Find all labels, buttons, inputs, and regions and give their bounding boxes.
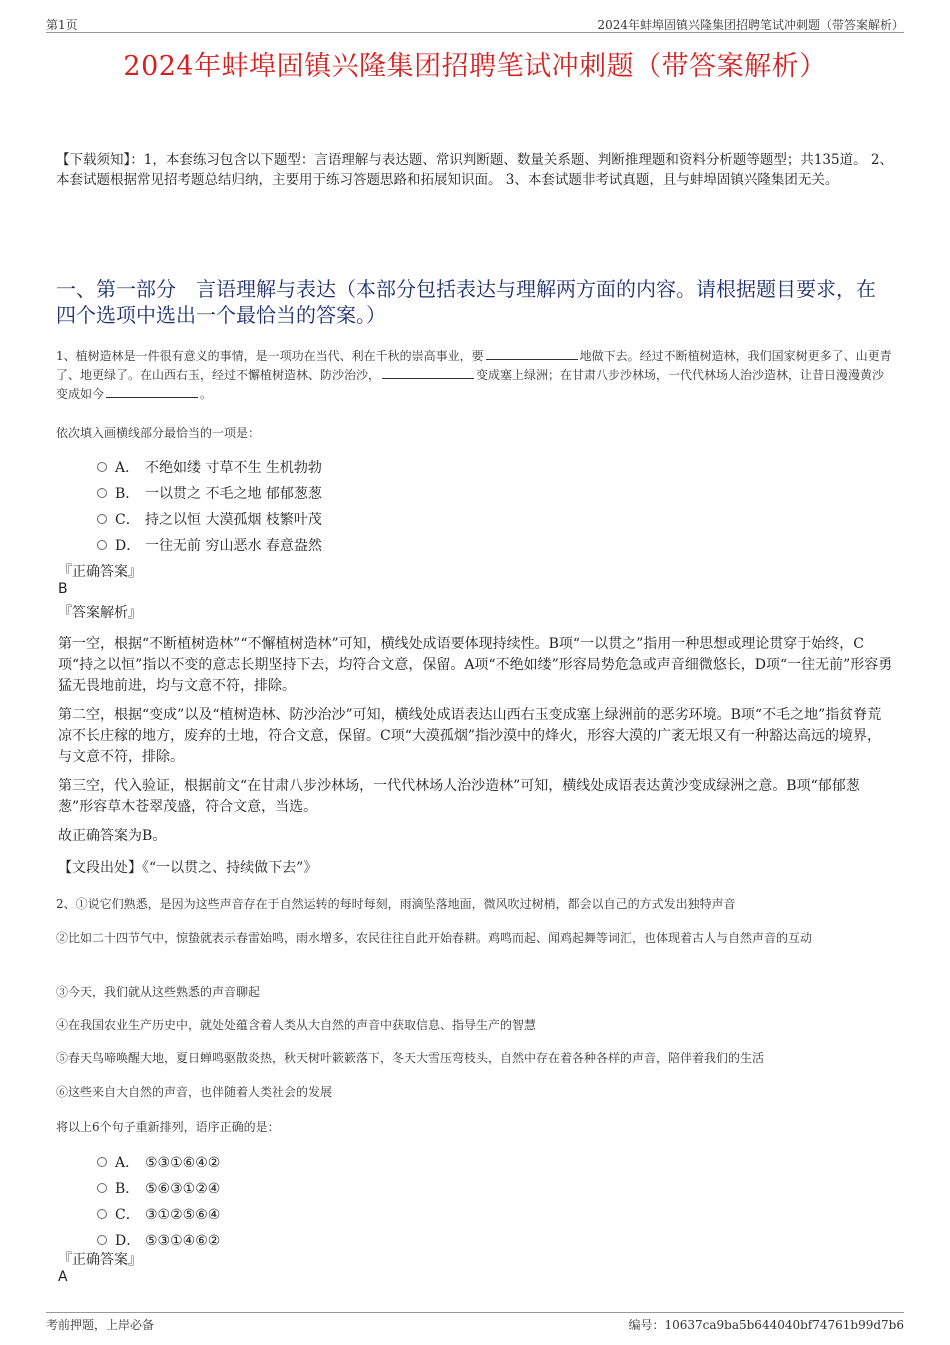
q2-sentence-2: ②比如二十四节气中，惊蛰就表示春雷始鸣，雨水增多，农民往往自此开始春耕。鸡鸣而起、闻鸡起舞等词汇，也体现着古人与自然声音的互动 [56,931,813,945]
radio-icon[interactable] [97,462,107,472]
q1-source: 【文段出处】《“一以贯之、持续做下去”》 [58,860,318,876]
radio-icon[interactable] [97,1157,107,1167]
q2-option-d[interactable]: D． ⑤③①④⑥② [97,1230,220,1250]
q2-sentence-5: ⑤春天鸟啼唤醒大地，夏日蝉鸣驱散炎热，秋天树叶簌簌落下，冬天大雪压弯枝头，自然中存在着各种各样的声音，陪伴着我们的生活 [56,1051,765,1065]
q1-option-a[interactable]: A． 不绝如缕 寸草不生 生机勃勃 [97,457,322,477]
q2-sentence-1: 2、①说它们熟悉，是因为这些声音存在于自然运转的每时每刻，雨滴坠落地面，微风吹过树梢，都会以自己的方式发出独特声音 [56,897,736,911]
section-title: 一、第一部分 言语理解与表达（本部分包括表达与理解两方面的内容。请根据题目要求，在四个选项中选出一个最恰当的答案。） [56,277,876,327]
q1-conclusion: 故正确答案为B。 [58,828,167,844]
page-footer [46,1312,904,1333]
radio-icon[interactable] [97,1183,107,1193]
q1-analysis-label: 『答案解析』 [58,605,142,621]
page-header [46,14,904,33]
q1-answer: B [58,581,68,597]
q1-analysis-paragraph: 第二空，根据“变成”以及“植树造林、防沙治沙”可知，横线处成语表达山西右玉变成塞上绿洲前的恶劣环境。B项“不毛之地”指贫脊荒凉不长庄稼的地方，废弃的土地，符合文意，保留。C项“大漠孤烟”指沙漠中的烽火，形容大漠的广袤无垠又有一种豁达高远的境界，与文意不符，排除。 [58,707,882,765]
fill-blank [106,385,198,398]
radio-icon[interactable] [97,1209,107,1219]
q2-option-b[interactable]: B． ⑤⑥③①②④ [97,1178,220,1198]
page-number: 第1页 [46,18,78,32]
q2-option-a[interactable]: A． ⑤③①⑥④② [97,1152,220,1172]
document-title: 2024年蚌埠固镇兴隆集团招聘笔试冲刺题（带答案解析） [123,51,827,82]
q2-option-c[interactable]: C． ③①②⑤⑥④ [97,1204,220,1224]
q1-analysis-paragraph: 第三空，代入验证，根据前文“在甘肃八步沙林场，一代代林场人治沙造林”可知，横线处成语表达黄沙变成绿洲之意。B项“郁郁葱葱”形容草木苍翠茂盛，符合文意，当选。 [58,778,860,815]
q1-answer-label: 『正确答案』 [58,564,142,580]
q2-sentence-4: ④在我国农业生产历史中，就处处蕴含着人类从大自然的声音中获取信息、指导生产的智慧 [56,1018,537,1032]
question-2-prompt: 将以上6个句子重新排列，语序正确的是： [56,1120,280,1134]
q1-option-c[interactable]: C． 持之以恒 大漠孤烟 枝繁叶茂 [97,509,322,529]
q2-answer: A [58,1269,68,1285]
question-1-prompt: 依次填入画横线部分最恰当的一项是： [56,426,261,440]
radio-icon[interactable] [97,514,107,524]
q1-option-b[interactable]: B． 一以贯之 不毛之地 郁郁葱葱 [97,483,322,503]
radio-icon[interactable] [97,1235,107,1245]
radio-icon[interactable] [97,488,107,498]
header-doc-title: 2024年蚌埠固镇兴隆集团招聘笔试冲刺题（带答案解析） [597,18,904,32]
q1-option-d[interactable]: D． 一往无前 穷山恶水 春意盎然 [97,535,322,555]
q2-sentence-6: ⑥这些来自大自然的声音，也伴随着人类社会的发展 [56,1085,333,1099]
q2-answer-label: 『正确答案』 [58,1252,142,1268]
radio-icon[interactable] [97,540,107,550]
fill-blank [486,347,578,360]
download-notice: 【下载须知】：1，本套练习包含以下题型：言语理解与表达题、常识判断题、数量关系题、判断推理题和资料分析题等题型；共135道。 2、本套试题根据常见招考题总结归纳，主要用于练习答题思路和拓展知识面。 3、本套试题非考试真题，且与蚌埠固镇兴隆集团无关。 [56,152,893,188]
footer-doc-id: 编号：10637ca9ba5b644040bf74761b99d7b6 [628,1318,904,1332]
fill-blank [382,366,474,379]
q1-analysis-paragraph: 第一空，根据“不断植树造林”“不懈植树造林”可知，横线处成语要体现持续性。B项“一以贯之”指用一种思想或理论贯穿于始终，C项“持之以恒”指以不变的意志长期坚持下去，均符合文意，保留。A项“不绝如缕”形容局势危急或声音细微悠长，D项“一往无前”形容勇猛无畏地前进，均与文意不符，排除。 [58,636,893,694]
footer-slogan: 考前押题，上岸必备 [46,1318,155,1332]
question-1-stem: 1、植树造林是一件很有意义的事情，是一项功在当代、利在千秋的崇高事业，要 地做下去。经过不断植树造林，我们国家树更多了、山更青了、地更绿了。在山西右玉，经过不懈植树造林、防沙治沙， 变成塞上绿洲；在甘肃八步沙林场，一代代林场人治沙造林，让昔日漫漫黄沙变成如今 。 [56,349,892,401]
q2-sentence-3: ③今天，我们就从这些熟悉的声音聊起 [56,985,261,999]
